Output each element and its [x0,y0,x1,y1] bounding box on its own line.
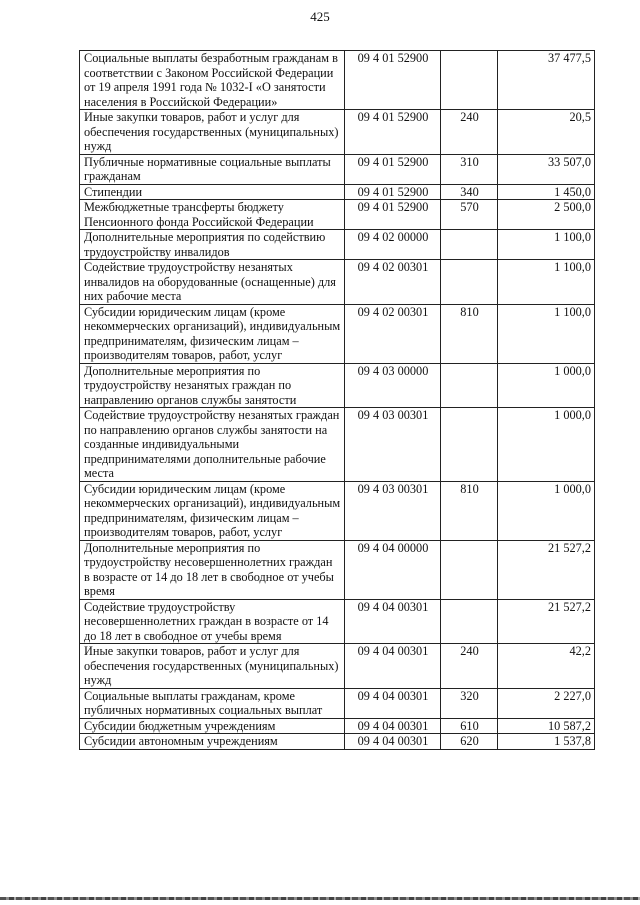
row-name: Стипендии [80,184,345,200]
row-code: 09 4 04 00301 [345,599,441,644]
row-sum: 20,5 [498,110,595,155]
row-expense-type [441,363,498,408]
row-name: Социальные выплаты гражданам, кроме публичных нормативных социальных выплат [80,688,345,718]
row-sum: 1 000,0 [498,363,595,408]
table-row [80,154,595,184]
row-name: Содействие трудоустройству незанятых инвалидов на оборудованные (оснащенные) для них рабочие места [80,260,345,305]
row-sum: 33 507,0 [498,154,595,184]
row-sum: 10 587,2 [498,718,595,734]
row-expense-type: 310 [441,154,498,184]
row-sum: 2 227,0 [498,688,595,718]
table-row [80,688,595,718]
table-row [80,644,595,689]
row-code: 09 4 01 52900 [345,200,441,230]
table-row [80,408,595,482]
row-code: 09 4 01 52900 [345,110,441,155]
row-sum: 21 527,2 [498,540,595,599]
row-code: 09 4 02 00301 [345,304,441,363]
row-name: Иные закупки товаров, работ и услуг для обеспечения государственных (муниципальных) нужд [80,644,345,689]
row-code: 09 4 04 00301 [345,734,441,750]
row-expense-type [441,51,498,110]
table-row [80,304,595,363]
row-name: Содействие трудоустройству незанятых граждан по направлению органов службы занятости на созданные индивидуальными предпринимателями дополнительные рабочие места [80,408,345,482]
table-row [80,718,595,734]
row-sum: 21 527,2 [498,599,595,644]
row-name: Субсидии бюджетным учреждениям [80,718,345,734]
row-sum: 1 100,0 [498,304,595,363]
table-row [80,363,595,408]
row-expense-type: 810 [441,304,498,363]
table-row [80,260,595,305]
row-code: 09 4 01 52900 [345,184,441,200]
row-expense-type [441,230,498,260]
table-row [80,734,595,750]
row-expense-type [441,408,498,482]
row-expense-type: 320 [441,688,498,718]
table-row [80,540,595,599]
row-name: Дополнительные мероприятия по трудоустройству незанятых граждан по направлению органов службы занятости [80,363,345,408]
row-code: 09 4 01 52900 [345,51,441,110]
row-code: 09 4 04 00301 [345,644,441,689]
row-expense-type: 240 [441,110,498,155]
row-expense-type [441,540,498,599]
row-expense-type: 610 [441,718,498,734]
row-expense-type: 570 [441,200,498,230]
table-row [80,481,595,540]
row-code: 09 4 04 00301 [345,688,441,718]
row-name: Дополнительные мероприятия по содействию трудоустройству инвалидов [80,230,345,260]
row-name: Субсидии автономным учреждениям [80,734,345,750]
row-code: 09 4 04 00301 [345,718,441,734]
row-expense-type: 240 [441,644,498,689]
row-code: 09 4 03 00000 [345,363,441,408]
row-expense-type [441,599,498,644]
budget-table [79,50,595,750]
table-row [80,599,595,644]
scan-edge-artifact [0,897,640,900]
table-row [80,200,595,230]
row-name: Публичные нормативные социальные выплаты гражданам [80,154,345,184]
row-name: Социальные выплаты безработным гражданам в соответствии с Законом Российской Федерации от 19 апреля 1991 года № 1032-I «О занятости населения в Российской Федерации» [80,51,345,110]
row-expense-type: 810 [441,481,498,540]
page-number: 425 [310,9,330,24]
row-sum: 1 100,0 [498,230,595,260]
row-sum: 1 000,0 [498,481,595,540]
row-name: Иные закупки товаров, работ и услуг для обеспечения государственных (муниципальных) нужд [80,110,345,155]
row-code: 09 4 02 00301 [345,260,441,305]
table-row [80,230,595,260]
table-row [80,110,595,155]
row-name: Субсидии юридическим лицам (кроме некоммерческих организаций), индивидуальным предпринимателям, физическим лицам – производителям товаров, работ, услуг [80,304,345,363]
row-code: 09 4 03 00301 [345,408,441,482]
row-sum: 2 500,0 [498,200,595,230]
row-expense-type: 620 [441,734,498,750]
row-sum: 37 477,5 [498,51,595,110]
row-name: Содействие трудоустройству несовершеннолетних граждан в возрасте от 14 до 18 лет в свободное от учебы время [80,599,345,644]
row-expense-type [441,260,498,305]
row-code: 09 4 04 00000 [345,540,441,599]
row-code: 09 4 01 52900 [345,154,441,184]
row-name: Межбюджетные трансферты бюджету Пенсионного фонда Российской Федерации [80,200,345,230]
row-sum: 1 537,8 [498,734,595,750]
row-sum: 1 000,0 [498,408,595,482]
table-row [80,51,595,110]
row-sum: 42,2 [498,644,595,689]
row-sum: 1 450,0 [498,184,595,200]
row-sum: 1 100,0 [498,260,595,305]
row-code: 09 4 03 00301 [345,481,441,540]
table-row [80,184,595,200]
row-name: Субсидии юридическим лицам (кроме некоммерческих организаций), индивидуальным предпринимателям, физическим лицам – производителям товаров, работ, услуг [80,481,345,540]
row-expense-type: 340 [441,184,498,200]
row-name: Дополнительные мероприятия по трудоустройству несовершеннолетних граждан в возрасте от 14 до 18 лет в свободное от учебы время [80,540,345,599]
row-code: 09 4 02 00000 [345,230,441,260]
